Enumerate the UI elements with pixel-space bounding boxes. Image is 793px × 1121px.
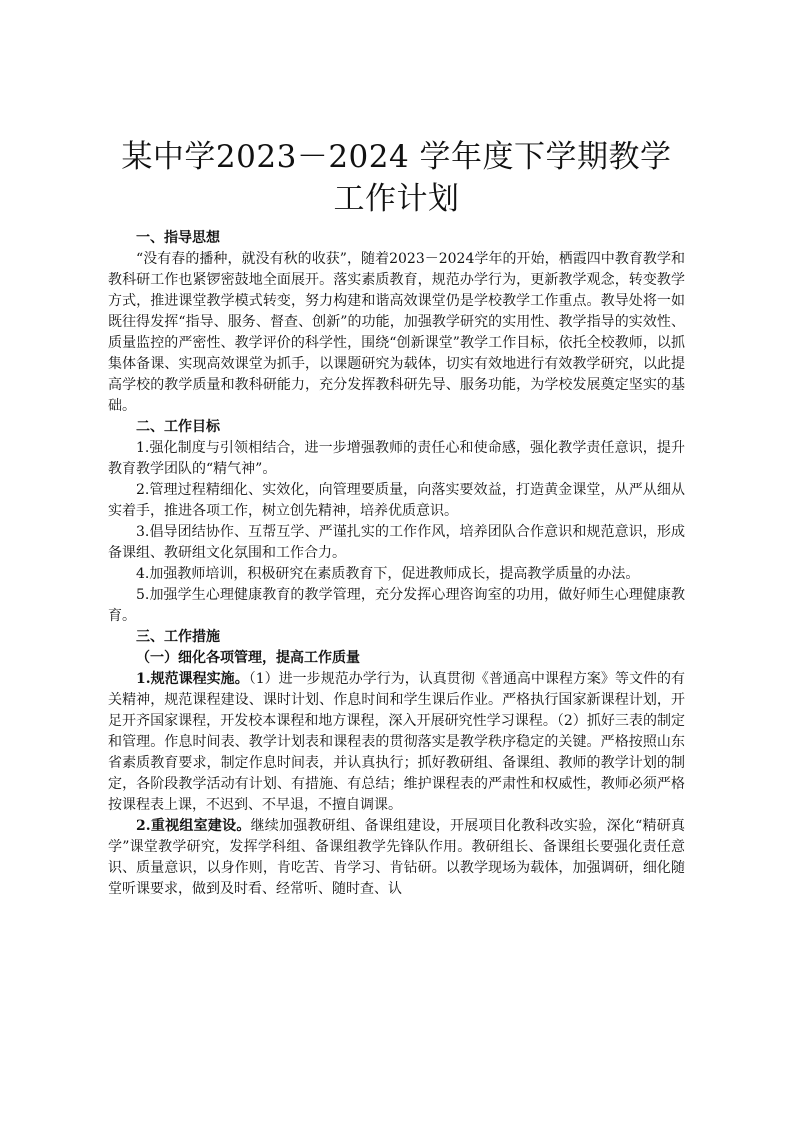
goal-item-2: 2.管理过程精细化、实效化，向管理要质量，向落实要效益，打造黄金课堂，从严从细从实着手，推进各项工作，树立创先精神，培养优质意识。 [108,482,685,519]
measure-item-1 [108,669,685,816]
section-heading-guiding-ideology: 一、指导思想 [136,230,220,246]
measure-item-1-lead: 1.规范课程实施。 [136,671,249,687]
measure-item-2-lead: 2.重视组室建设。 [136,818,251,834]
measure-item-2 [108,816,685,900]
document-title: 某中学2023－2024 学年度下学期教学工作计划 [121,139,672,217]
goal-item-5: 5.加强学生心理健康教育的教学管理，充分发挥心理咨询室的功用，做好师生心理健康教育。 [108,587,685,624]
paragraph-guiding-ideology: “没有春的播种，就没有秋的收获”，随着2023－2024学年的开始，栖霞四中教育教学和教科研工作也紧锣密鼓地全面展开。落实素质教育，规范办学行为，更新教学观念，转变教学方式，推进课堂教学模式转变，努力构建和谐高效课堂仍是学校教学工作重点。教导处将一如既往得发挥“指导、服务、督查、创新”的功能，加强教学研究的实用性、教学指导的实效性、质量监控的严密性、教学评价的科学性，围绕“创新课堂”教学工作目标，依托全校教师，以抓集体备课、实现高效课堂为抓手，以课题研究为载体，切实有效地进行有效教学研究，以此提高学校的教学质量和教科研能力，充分发挥教科研先导、服务功能，为学校发展奠定坚实的基础。 [108,251,685,414]
section-heading-work-goals: 二、工作目标 [136,419,220,435]
section-heading-work-measures: 三、工作措施 [136,629,220,645]
goal-item-3: 3.倡导团结协作、互帮互学、严谨扎实的工作作风，培养团队合作意识和规范意识，形成备课组、教研组文化氛围和工作合力。 [108,524,685,561]
goal-item-1: 1.强化制度与引领相结合，进一步增强教师的责任心和使命感，强化教学责任意识，提升教育教学团队的“精气神”。 [108,440,685,477]
goal-item-4: 4.加强教师培训，积极研究在素质教育下，促进教师成长，提高教学质量的办法。 [136,566,640,582]
subsection-heading-refine-management: （一）细化各项管理，提高工作质量 [136,650,360,666]
measure-item-2-body: 继续加强教研组、备课组建设，开展项目化教科改实验，深化“精研真学”课堂教学研究，发挥学科组、备课组教学先锋队作用。教研组长、备课组长要强化责任意识、质量意识，以身作则，肯吃苦、肯学习、肯钻研。以教学现场为载体，加强调研，细化随堂听课要求，做到及时看、经常听、随时查、认 [108,818,685,897]
measure-item-1-body: （1）进一步规范办学行为，认真贯彻《普通高中课程方案》等文件的有关精神，规范课程建设、课时计划、作息时间和学生课后作业。严格执行国家新课程计划，开足开齐国家课程，开发校本课程和地方课程，深入开展研究性学习课程。（2）抓好三表的制定和管理。作息时间表、教学计划表和课程表的贯彻落实是教学秩序稳定的关键。严格按照山东省素质教育要求，制定作息时间表，并认真执行；抓好教研组、备课组、教师的教学计划的制定，各阶段教学活动有计划、有措施、有总结；维护课程表的严肃性和权威性，教师必须严格按课程表上课，不迟到、不早退，不擅自调课。 [108,671,685,813]
